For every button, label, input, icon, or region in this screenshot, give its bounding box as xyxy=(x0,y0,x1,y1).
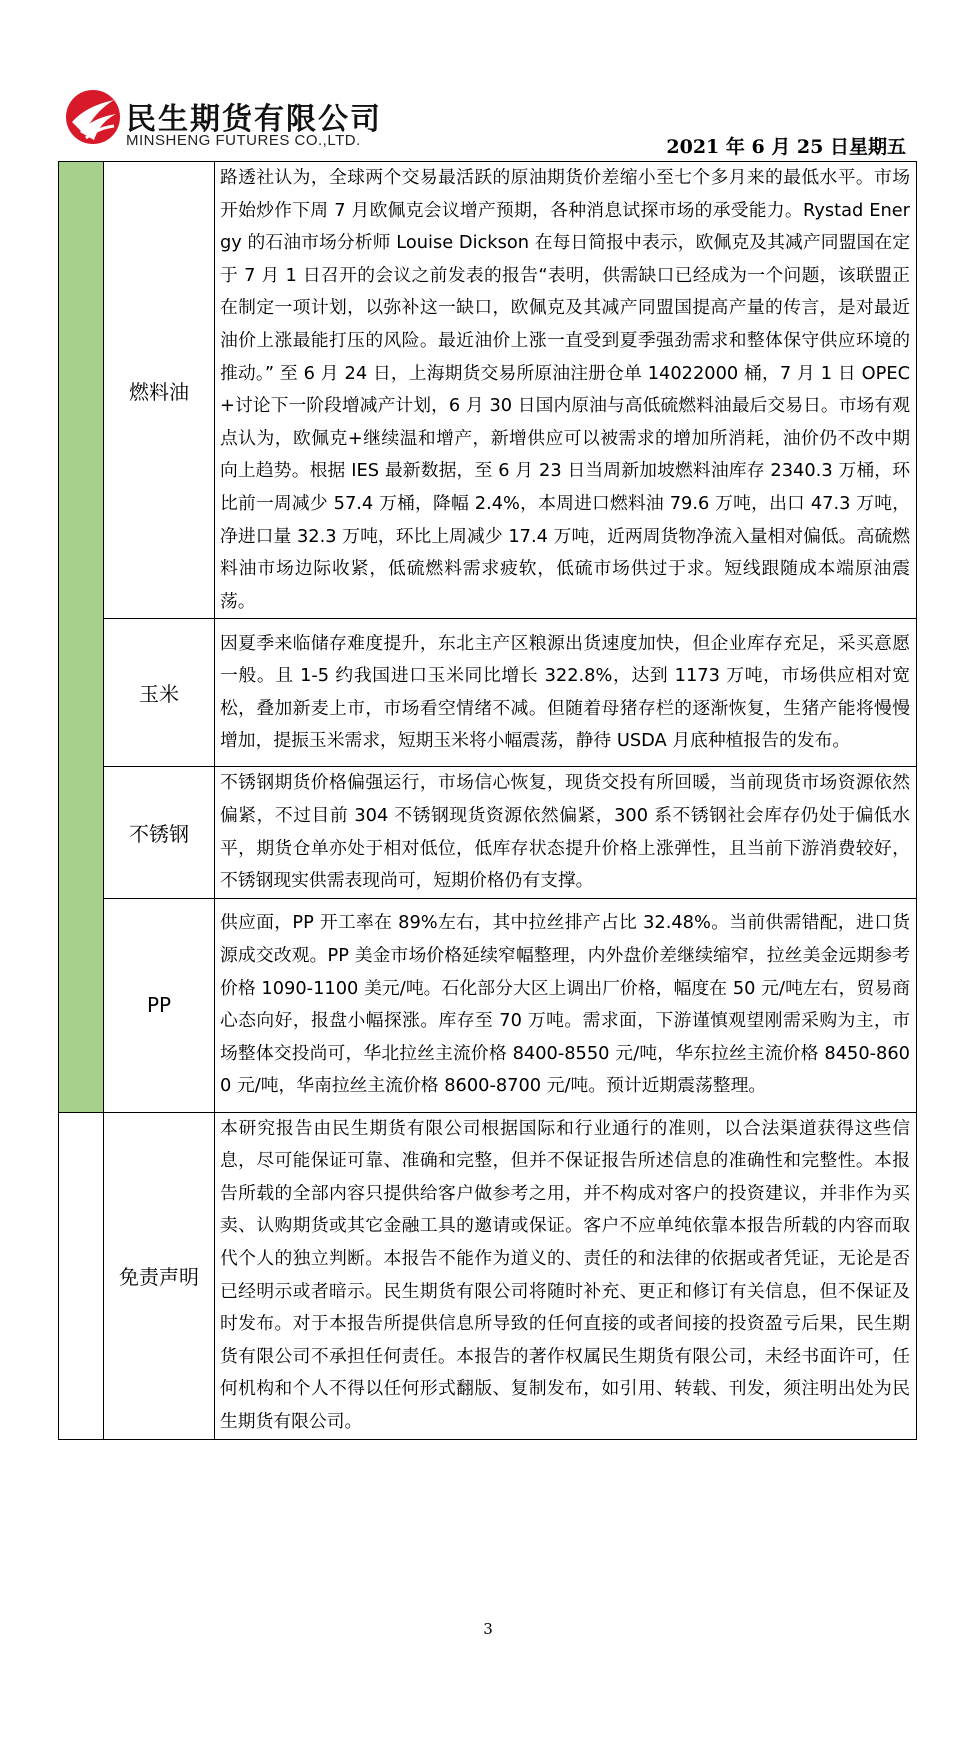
table-row xyxy=(59,767,917,898)
commodity-label: 不锈钢 xyxy=(104,767,215,898)
table-row xyxy=(59,898,917,1112)
company-name-cn: 民生期货有限公司 xyxy=(126,102,382,137)
commodity-label: 玉米 xyxy=(104,619,215,767)
commodity-analysis: 供应面，PP 开工率在 89%左右，其中拉丝排产占比 32.48%。当前供需错配，进口货源成交改观。PP 美金市场价格延续窄幅整理，内外盘价差继续缩窄，拉丝美金远期参考价格 1090-1100 美元/吨。石化部分大区上调出厂价格，幅度在 50 元/吨左右，贸易商心态向好，报盘小幅探涨。库存至 70 万吨。需求面，下游谨慎观望刚需采购为主，市场整体交投尚可，华北拉丝主流价格 8400-8550 元/吨，华东拉丝主流价格 8450-8600 元/吨，华南拉丝主流价格 8600-8700 元/吨。预计近期震荡整理。 xyxy=(215,898,917,1112)
table-row xyxy=(59,162,917,619)
section-band xyxy=(59,162,104,1113)
disclaimer-text: 本研究报告由民生期货有限公司根据国际和行业通行的准则，以合法渠道获得这些信息，尽可能保证可靠、准确和完整，但并不保证报告所述信息的准确性和完整性。本报告所载的全部内容只提供给客户做参考之用，并不构成对客户的投资建议，并非作为买卖、认购期货或其它金融工具的邀请或保证。客户不应单纯依靠本报告所载的内容而取代个人的独立判断。本报告不能作为道义的、责任的和法律的依据或者凭证，无论是否已经明示或者暗示。民生期货有限公司将随时补充、更正和修订有关信息，但不保证及时发布。对于本报告所提供信息所导致的任何直接的或者间接的投资盈亏后果，民生期货有限公司不承担任何责任。本报告的著作权属民生期货有限公司，未经书面许可，任何机构和个人不得以任何形式翻版、复制发布，如引用、转载、刊发，须注明出处为民生期货有限公司。 xyxy=(215,1112,917,1439)
table-row xyxy=(59,619,917,767)
disclaimer-band xyxy=(59,1112,104,1439)
commodity-label: 燃料油 xyxy=(104,162,215,619)
company-logo xyxy=(64,88,384,158)
commodity-analysis: 不锈钢期货价格偏强运行，市场信心恢复，现货交投有所回暖，当前现货市场资源依然偏紧，不过目前 304 不锈钢现货资源依然偏紧，300 系不锈钢社会库存仍处于偏低水平，期货仓单亦处于相对低位，低库存状态提升价格上涨弹性，且当前下游消费较好，不锈钢现实供需表现尚可，短期价格仍有支撑。 xyxy=(215,767,917,898)
report-date: 2021 年 6 月 25 日星期五 xyxy=(666,136,906,158)
page-number: 3 xyxy=(483,1620,493,1638)
commodity-analysis: 路透社认为，全球两个交易最活跃的原油期货价差缩小至七个多月来的最低水平。市场开始炒作下周 7 月欧佩克会议增产预期，各种消息试探市场的承受能力。Rystad Energy 的石油市场分析师 Louise Dickson 在每日简报中表示，欧佩克及其减产同盟国在定于 7 月 1 日召开的会议之前发表的报告“表明，供需缺口已经成为一个问题，该联盟正在制定一项计划，以弥补这一缺口，欧佩克及其减产同盟国提高产量的传言，是对最近油价上涨最能打压的风险。最近油价上涨一直受到夏季强劲需求和整体保守供应环境的推动。” 至 6 月 24 日，上海期货交易所原油注册仓单 14022000 桶，7 月 1 日 OPEC+讨论下一阶段增减产计划，6 月 30 日国内原油与高低硫燃料油最后交易日。市场有观点认为，欧佩克+继续温和增产，新增供应可以被需求的增加所消耗，油价仍不改中期向上趋势。根据 IES 最新数据，至 6 月 23 日当周新加坡燃料油库存 2340.3 万桶，环比前一周减少 57.4 万桶，降幅 2.4%，本周进口燃料油 79.6 万吨，出口 47.3 万吨，净进口量 32.3 万吨，环比上周减少 17.4 万吨，近两周货物净流入量相对偏低。高硫燃料油市场边际收紧，低硫燃料需求疲软，低硫市场供过于求。短线跟随成本端原油震荡。 xyxy=(215,162,917,619)
company-name-en: MINSHENG FUTURES CO.,LTD. xyxy=(126,132,361,149)
minsheng-logo-icon xyxy=(64,88,122,146)
page-header xyxy=(0,0,976,160)
commodity-analysis: 因夏季来临储存难度提升，东北主产区粮源出货速度加快，但企业库存充足，采买意愿一般。且 1-5 约我国进口玉米同比增长 322.8%，达到 1173 万吨，市场供应相对宽松，叠加新麦上市，市场看空情绪不减。但随着母猪存栏的逐渐恢复，生猪产能将慢慢增加，提振玉米需求，短期玉米将小幅震荡，静待 USDA 月底种植报告的发布。 xyxy=(215,619,917,767)
commodity-report-table xyxy=(58,161,917,1440)
disclaimer-row xyxy=(59,1112,917,1439)
disclaimer-label: 免责声明 xyxy=(104,1112,215,1439)
commodity-label: PP xyxy=(104,898,215,1112)
